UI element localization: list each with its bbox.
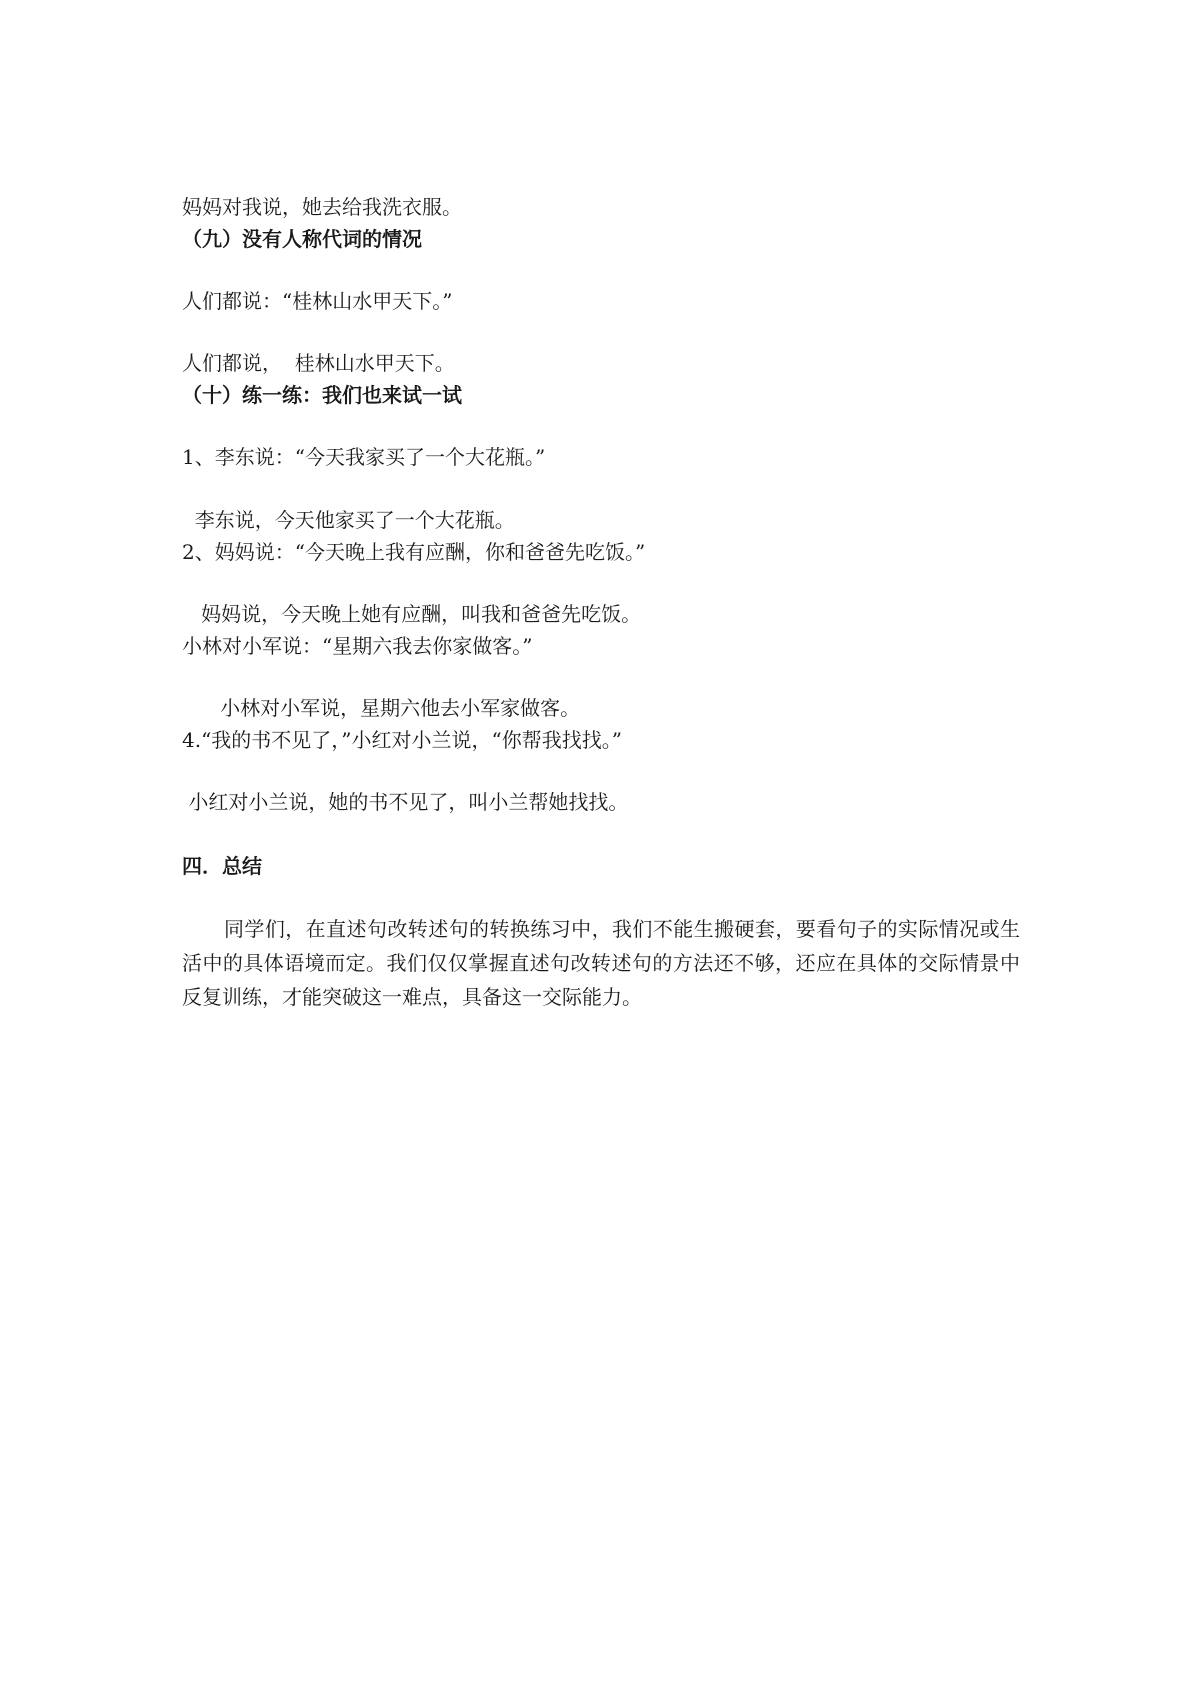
exercise-answer: 小红对小兰说，她的书不见了，叫小兰帮她找找。 bbox=[182, 790, 629, 814]
exercise-item: 小林对小军说：“星期六我去你家做客。” bbox=[182, 634, 533, 658]
exercise-item: 1、李东说：“今天我家买了一个大花瓶。” bbox=[182, 445, 546, 469]
summary-paragraph: 同学们，在直述句改转述句的转换练习中，我们不能生搬硬套，要看句子的实际情况或生活中的具体语境而定。我们仅仅掌握直述句改转述句的方法还不够，还应在具体的交际情景中反复训练，才能突破这一难点，具备这一交际能力。 bbox=[182, 917, 1020, 1009]
section-heading-9: （九）没有人称代词的情况 bbox=[182, 227, 422, 251]
section-heading-10: （十）练一练：我们也来试一试 bbox=[182, 383, 462, 407]
text-line: 人们都说， 桂林山水甲天下。 bbox=[182, 351, 455, 375]
exercise-answer: 李东说，今天他家买了一个大花瓶。 bbox=[182, 508, 515, 532]
text-line: 人们都说：“桂林山水甲天下。” bbox=[182, 289, 453, 313]
exercise-item: 4.“我的书不见了，”小红对小兰说，“你帮我找找。” bbox=[182, 728, 622, 752]
section-heading-summary: 四．总结 bbox=[182, 854, 262, 878]
exercise-answer: 小林对小军说，星期六他去小军家做客。 bbox=[182, 696, 581, 720]
exercise-item: 2、妈妈说：“今天晚上我有应酬，你和爸爸先吃饭。” bbox=[182, 540, 646, 564]
exercise-answer: 妈妈说，今天晚上她有应酬，叫我和爸爸先吃饭。 bbox=[182, 602, 642, 626]
text-line: 妈妈对我说，她去给我洗衣服。 bbox=[182, 195, 462, 219]
